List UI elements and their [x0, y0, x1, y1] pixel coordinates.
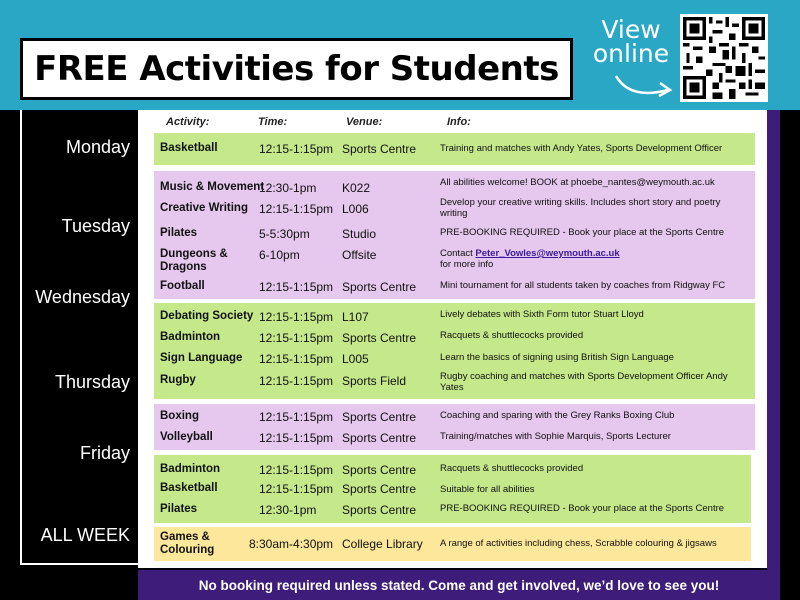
- activity-name: Rugby: [160, 374, 196, 386]
- column-header-info: Info:: [447, 116, 471, 128]
- activity-name: Football: [160, 280, 205, 292]
- activity-venue: Sports Centre: [342, 482, 417, 496]
- activity-info: Develop your creative writing skills. Includes short story and poetry writing: [440, 197, 721, 219]
- activity-name: Dungeons & Dragons: [160, 248, 228, 273]
- activity-name: Pilates: [160, 227, 198, 239]
- column-header-time: Time:: [258, 116, 288, 128]
- activity-time: 12:15-1:15pm: [259, 431, 334, 445]
- band-games: [154, 527, 751, 561]
- day-all-week: ALL WEEK: [40, 525, 130, 545]
- activity-info: Coaching and sparing with the Grey Ranks Boxing Club: [440, 410, 675, 421]
- band-monday: [154, 133, 755, 165]
- activity-time: 12:15-1:15pm: [259, 310, 334, 324]
- activity-info: Learn the basics of signing using British Sign Language: [440, 352, 674, 363]
- day-tuesday: Tuesday: [61, 216, 130, 236]
- activity-venue: Sports Centre: [342, 331, 417, 345]
- activity-info: Lively debates with Sixth Form tutor Stuart Lloyd: [440, 309, 644, 320]
- email-link[interactable]: Peter_Vowles@weymouth.ac.uk: [475, 248, 620, 259]
- activity-venue: L107: [342, 310, 369, 324]
- activity-time: 12:15-1:15pm: [259, 482, 334, 496]
- activity-time: 6-10pm: [259, 248, 300, 262]
- activity-name: Pilates: [160, 503, 198, 515]
- activity-venue: Sports Centre: [342, 142, 417, 156]
- activity-name: Games & Colouring: [160, 531, 215, 556]
- activity-info: A range of activities including chess, Scrabble colouring & jigsaws: [440, 538, 717, 549]
- activity-name: Music & Movement: [160, 181, 265, 193]
- day-friday: Friday: [79, 443, 130, 463]
- activity-venue: Sports Field: [342, 374, 407, 388]
- activity-info: Mini tournament for all students taken by coaches from Ridgway FC: [440, 280, 726, 291]
- activity-name: Badminton: [160, 331, 221, 343]
- column-header-activity: Activity:: [166, 116, 210, 128]
- activity-venue: Sports Centre: [342, 410, 417, 424]
- page-title: FREE Activities for Students: [34, 49, 559, 89]
- activity-time: 12:15-1:15pm: [259, 352, 334, 366]
- activity-info: Suitable for all abilities: [440, 484, 535, 495]
- activity-name: Sign Language: [160, 352, 243, 364]
- activity-info: PRE-BOOKING REQUIRED - Book your place at the Sports Centre: [440, 227, 725, 238]
- qr-code-icon[interactable]: [680, 14, 768, 102]
- activity-venue: Studio: [342, 227, 377, 241]
- activity-time: 8:30am-4:30pm: [249, 537, 334, 551]
- activity-time: 12:30-1pm: [259, 181, 317, 195]
- activity-name: Debating Society: [160, 310, 254, 322]
- activity-venue: K022: [342, 181, 371, 195]
- title-box: [20, 38, 573, 100]
- view-online-label[interactable]: View online: [592, 15, 670, 68]
- column-header-venue: Venue:: [346, 116, 383, 128]
- activity-time: 5-5:30pm: [259, 227, 310, 241]
- day-monday: Monday: [65, 137, 130, 157]
- activity-name: Badminton: [160, 463, 221, 475]
- purple-side-strip: [767, 110, 780, 570]
- activity-time: 12:15-1:15pm: [259, 410, 334, 424]
- activity-info: Training and matches with Andy Yates, Sports Development Officer: [440, 143, 723, 154]
- day-wednesday: Wednesday: [35, 287, 130, 307]
- activity-info: Training/matches with Sophie Marquis, Sports Lecturer: [440, 431, 671, 442]
- band-tuesday-wednesday: [154, 171, 755, 299]
- activity-time: 12:15-1:15pm: [259, 331, 334, 345]
- day-thursday: Thursday: [54, 372, 130, 392]
- activity-info: Contact Peter_Vowles@weymouth.ac.uk for more info: [440, 248, 620, 270]
- activity-time: 12:30-1pm: [259, 503, 317, 517]
- activity-venue: Sports Centre: [342, 431, 417, 445]
- activity-venue: L005: [342, 352, 369, 366]
- activity-venue: Sports Centre: [342, 503, 417, 517]
- activity-time: 12:15-1:15pm: [259, 280, 334, 294]
- activity-venue: L006: [342, 202, 369, 216]
- activity-name: Creative Writing: [160, 202, 248, 214]
- band-friday: [154, 404, 755, 450]
- activity-name: Basketball: [160, 142, 218, 154]
- activity-time: 12:15-1:15pm: [259, 374, 334, 388]
- activity-time: 12:15-1:15pm: [259, 202, 334, 216]
- activity-time: 12:15-1:15pm: [259, 463, 334, 477]
- activity-name: Boxing: [160, 410, 199, 422]
- activity-info: Racquets & shuttlecocks provided: [440, 463, 584, 474]
- activity-info: All abilities welcome! BOOK at phoebe_nantes@weymouth.ac.uk: [440, 177, 715, 188]
- activity-venue: College Library: [342, 537, 423, 551]
- activity-name: Volleyball: [160, 431, 213, 443]
- activity-name: Basketball: [160, 482, 218, 494]
- curved-arrow-icon: [612, 70, 676, 102]
- activity-info: PRE-BOOKING REQUIRED - Book your place at the Sports Centre: [440, 503, 725, 514]
- activity-info: Rugby coaching and matches with Sports Development Officer Andy Yates: [440, 371, 728, 393]
- footer-note: No booking required unless stated. Come and get involved, we’d love to see you!: [198, 577, 720, 593]
- band-all-week: [154, 455, 751, 523]
- activity-venue: Sports Centre: [342, 463, 417, 477]
- activity-venue: Sports Centre: [342, 280, 417, 294]
- band-thursday: [154, 303, 755, 399]
- activity-venue: Offsite: [342, 248, 377, 262]
- activity-info: Racquets & shuttlecocks provided: [440, 330, 584, 341]
- activity-time: 12:15-1:15pm: [259, 142, 334, 156]
